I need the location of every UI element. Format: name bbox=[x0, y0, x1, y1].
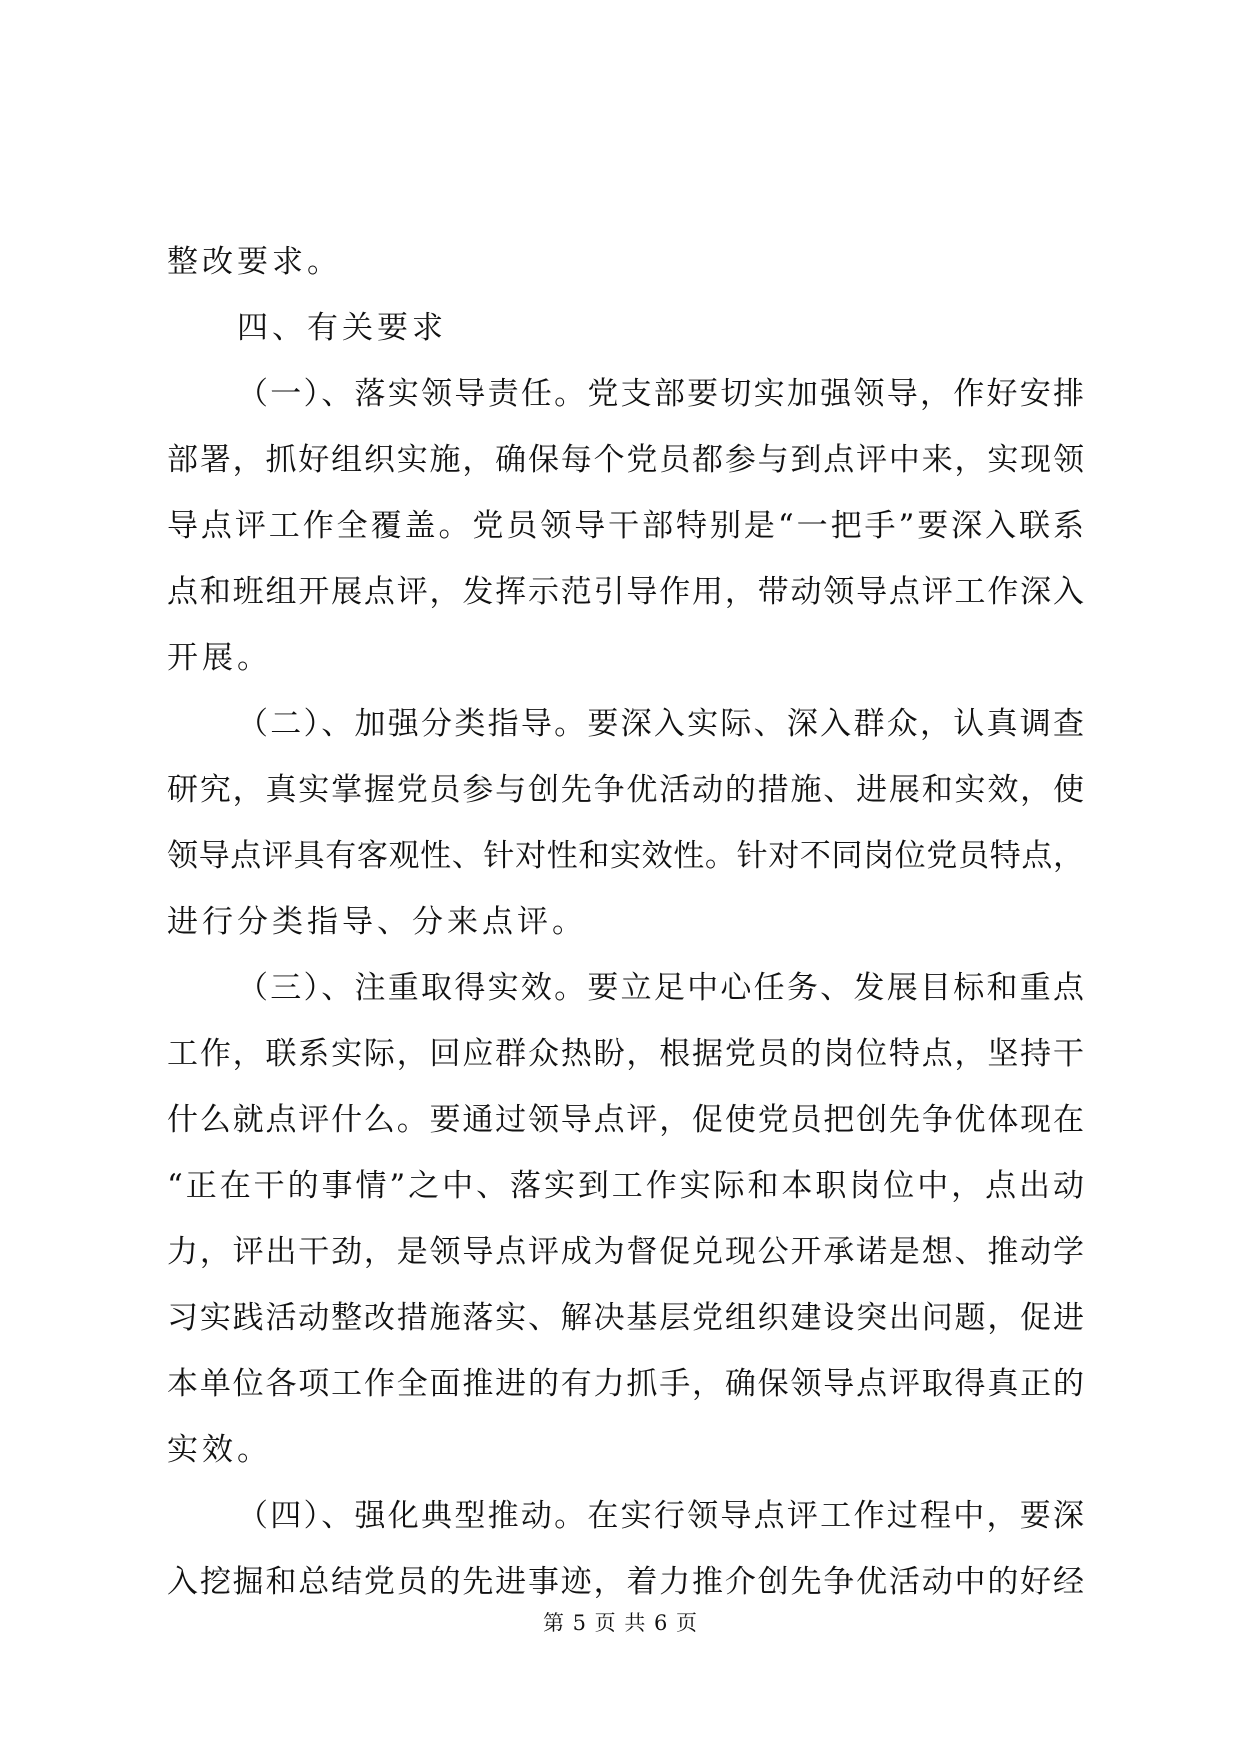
text-line: 部署，抓好组织实施，确保每个党员都参与到点评中来，实现领 bbox=[167, 442, 1084, 478]
page-footer: 第 5 页 共 6 页 bbox=[542, 1611, 699, 1635]
text-line: 什么就点评什么。要通过领导点评，促使党员把创先争优体现在 bbox=[167, 1102, 1084, 1138]
text-line: 入挖掘和总结党员的先进事迹，着力推介创先争优活动中的好经 bbox=[167, 1564, 1084, 1600]
document-body bbox=[167, 229, 1084, 1615]
text-line: 开展。 bbox=[167, 640, 272, 676]
text-line: 习实践活动整改措施落实、解决基层党组织建设突出问题，促进 bbox=[167, 1300, 1084, 1336]
section-heading: 四、有关要求 bbox=[237, 310, 447, 346]
text-line: 力，评出干劲，是领导点评成为督促兑现公开承诺是想、推动学 bbox=[167, 1234, 1084, 1270]
text-line: 研究，真实掌握党员参与创先争优活动的措施、进展和实效，使 bbox=[167, 772, 1084, 808]
paragraph-first-line: （四）、强化典型推动。在实行领导点评工作过程中，要深 bbox=[237, 1498, 1084, 1534]
text-line: “正在干的事情”之中、落实到工作实际和本职岗位中，点出动 bbox=[167, 1168, 1084, 1204]
text-line: 进行分类指导、分来点评。 bbox=[167, 904, 587, 940]
text-line: 本单位各项工作全面推进的有力抓手，确保领导点评取得真正的 bbox=[167, 1366, 1084, 1402]
text-line: 工作，联系实际，回应群众热盼，根据党员的岗位特点，坚持干 bbox=[167, 1036, 1084, 1072]
text-line: 实效。 bbox=[167, 1432, 272, 1468]
text-line: 导点评工作全覆盖。党员领导干部特别是“一把手”要深入联系 bbox=[167, 508, 1084, 544]
text-line: 点和班组开展点评，发挥示范引导作用，带动领导点评工作深入 bbox=[167, 574, 1084, 610]
paragraph-first-line: （三）、注重取得实效。要立足中心任务、发展目标和重点 bbox=[237, 970, 1084, 1006]
paragraph-first-line: （二）、加强分类指导。要深入实际、深入群众，认真调查 bbox=[237, 706, 1084, 742]
text-line: 领导点评具有客观性、针对性和实效性。针对不同岗位党员特点， bbox=[167, 838, 1084, 874]
text-line: 整改要求。 bbox=[167, 244, 342, 280]
paragraph-first-line: （一）、落实领导责任。党支部要切实加强领导，作好安排 bbox=[237, 376, 1084, 412]
